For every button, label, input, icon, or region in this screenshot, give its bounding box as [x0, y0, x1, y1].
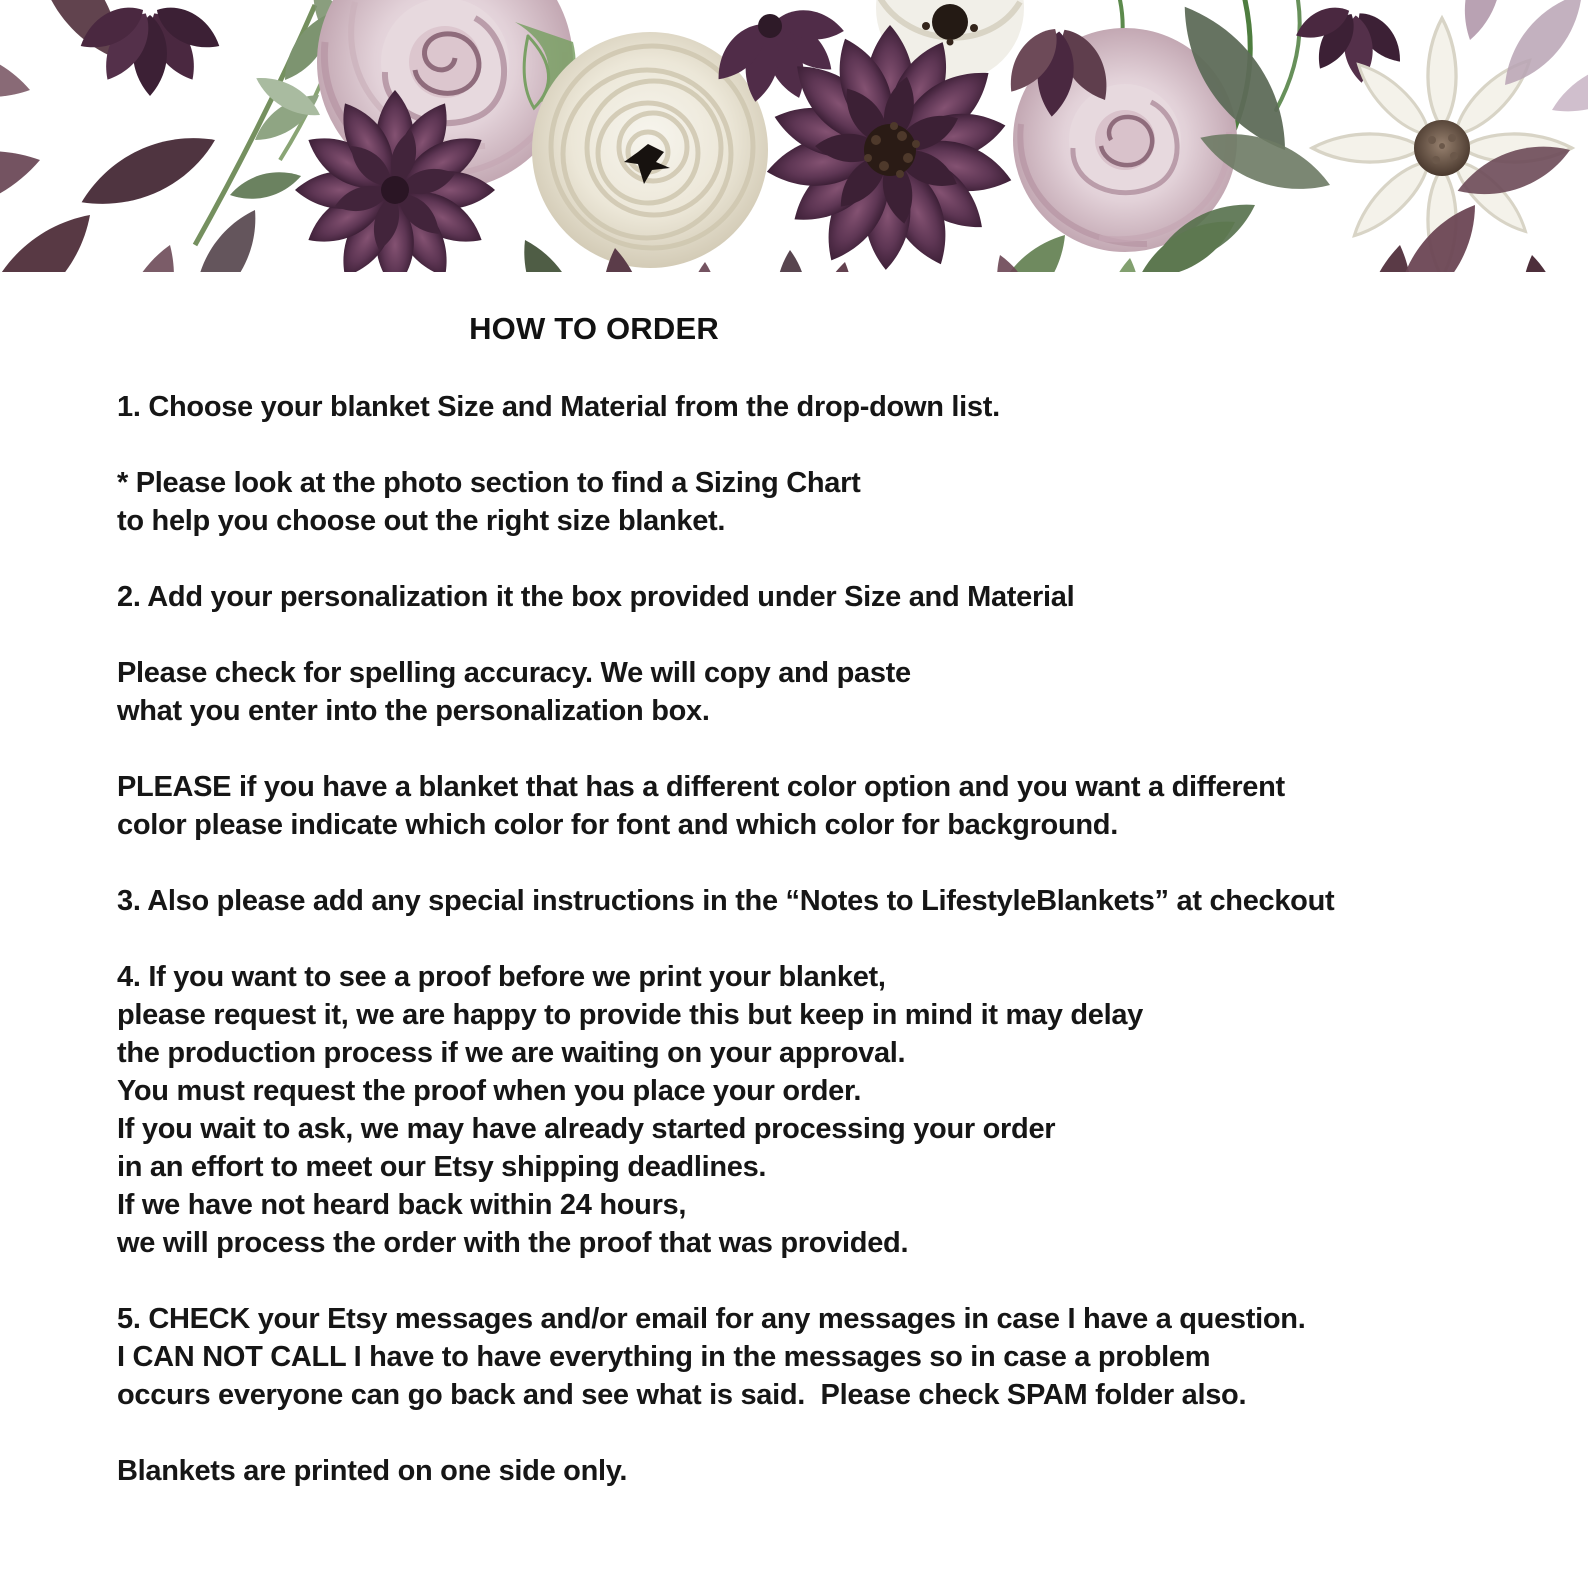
text-line: 1. Choose your blanket Size and Material from the drop-down list.	[117, 391, 1000, 423]
text-line: please request it, we are happy to provide this but keep in mind it may delay	[117, 999, 1144, 1031]
paragraph-one-side-note	[117, 1452, 1528, 1490]
text-line: 5. CHECK your Etsy messages and/or email for any messages in case I have a question.	[117, 1303, 1306, 1335]
paragraph-step-2	[117, 578, 1528, 616]
text-line: * Please look at the photo section to find a Sizing Chart	[117, 467, 861, 499]
text-line: 3. Also please add any special instructions in the “Notes to LifestyleBlankets” at checkout	[117, 885, 1335, 917]
text-line: to help you choose out the right size blanket.	[117, 505, 726, 537]
text-line: You must request the proof when you place your order.	[117, 1075, 862, 1107]
text-line: color please indicate which color for font and which color for background.	[117, 809, 1118, 841]
text-line: If you wait to ask, we may have already started processing your order	[117, 1113, 1056, 1145]
paragraph-spelling-note	[117, 654, 1528, 730]
paragraph-step-3	[117, 882, 1528, 920]
text-line: what you enter into the personalization box.	[117, 695, 710, 727]
floral-border	[0, 0, 1588, 272]
text-line: Blankets are printed on one side only.	[117, 1455, 628, 1487]
paragraph-sizing-chart-note	[117, 464, 1528, 540]
paragraph-color-note	[117, 768, 1528, 844]
dark-plum-flower-topright	[1291, 0, 1410, 84]
text-line: Please check for spelling accuracy. We will copy and paste	[117, 657, 911, 689]
paragraph-step-1	[117, 388, 1528, 426]
text-line: 2. Add your personalization it the box provided under Size and Material	[117, 581, 1075, 613]
text-line: I CAN NOT CALL I have to have everything in the messages so in case a problem	[117, 1341, 1211, 1373]
text-line: If we have not heard back within 24 hours,	[117, 1189, 687, 1221]
text-line: PLEASE if you have a blanket that has a different color option and you want a different	[117, 771, 1285, 803]
paragraph-step-4-proof	[117, 958, 1528, 1262]
text-line: we will process the order with the proof that was provided.	[117, 1227, 909, 1259]
text-line: in an effort to meet our Etsy shipping deadlines.	[117, 1151, 767, 1183]
floral-border-graphic	[0, 0, 1588, 272]
paragraph-step-5-messages	[117, 1300, 1528, 1414]
text-line: 4. If you want to see a proof before we print your blanket,	[117, 961, 886, 993]
text-line: occurs everyone can go back and see what is said. Please check SPAM folder also.	[117, 1379, 1247, 1411]
page-title: HOW TO ORDER	[469, 311, 719, 346]
instructions-content	[0, 272, 1588, 1528]
text-line: the production process if we are waiting on your approval.	[117, 1037, 906, 1069]
